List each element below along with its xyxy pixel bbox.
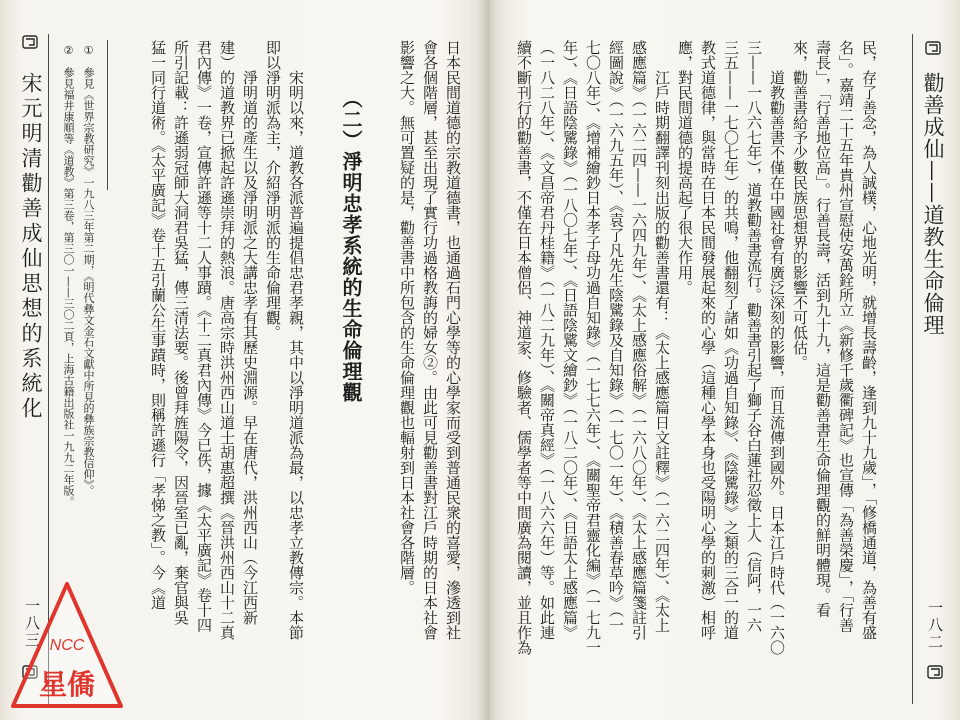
running-head: 勸善成仙——道教生命倫理 <box>921 72 945 336</box>
body-text-column: 名」。嘉靖二十五年貴州宣慰使安萬銓所立《新修千歲衢碑記》也宣傳「為善榮慶」，「行善 <box>837 40 855 633</box>
running-head: 宋元明清勸善成仙思想的系統化 <box>19 72 43 422</box>
gutter-shadow <box>470 0 506 720</box>
running-head-container <box>17 72 45 472</box>
page-ornament-icon <box>927 664 943 680</box>
header-rule <box>912 34 913 704</box>
body-text-column: 影響之大。無可置疑的是，勸善書中所包含的生命倫理觀也輻射到日本社會各階層。 <box>398 40 416 595</box>
body-text-column: 教式道德律，與當時在日本民間發展起來的心學（這種心學本身也受陽明心學的刺激）相呼 <box>699 40 717 640</box>
page-number: 一八二 <box>926 600 944 651</box>
body-text-column: 猛一同行道術。《太平廣記》卷十五引蘭公生事蹟時，則稱許遜行「孝悌之教」。今《道 <box>149 40 167 610</box>
section-heading: （二）淨明忠孝系統的生命倫理觀 <box>339 88 363 403</box>
footnote <box>58 44 78 604</box>
footnote-text: 參見《世界宗教研究》一九八三年第二期，《明代彝文金石文獻中所見的彝族宗教信仰》。 <box>82 67 95 496</box>
footnote-marker: ② <box>62 44 75 57</box>
right-page-body <box>512 40 880 712</box>
footnote-separator <box>107 40 108 190</box>
body-text-column: 道教勸善書不僅在中國社會有廣泛深刻的影響，而且流傳到國外。日本江戶時代（一六〇 <box>768 70 786 655</box>
page-number: 一八三 <box>23 598 41 649</box>
left-page-body <box>146 40 464 712</box>
stamp-cjk-text: 星僑 <box>38 668 96 701</box>
body-text-column: 續不斷刊行的勸善書，不僅在日本僧侶、神道家、修驗者、儒學者等中間廣為閱讀，並且作為 <box>515 40 533 655</box>
body-text-column: （一八二八年）、《文昌帝君丹桂籍》（一八二九年）、《關帝真經》（一八六六年）等。如此連 <box>538 40 556 640</box>
body-text-column: 年）、《日語陰騭錄》（一八〇七年）、《日語陰騭文繪鈔》（一八二〇年）、《日語太上感應篇》 <box>561 40 579 640</box>
footnote-text: 參見福井康順等《道教》第三卷，第三〇一——三〇二頁，上海古籍出版社一九九二年版。 <box>62 67 75 507</box>
body-text-column: 來，勸善書給予少數民族思想界的影響不可低估。 <box>791 40 809 370</box>
body-text-column: 七〇八年）、《增補繪鈔日本孝子母功過自知錄》（一七七六年）、《關聖帝君靈化編》（一七九一 <box>584 40 602 655</box>
body-text-column: 經圖說》（一六九五年）、《袁了凡先生陰騭錄及自知錄》（一七〇一年）、《積善春草吟》（一 <box>607 40 625 633</box>
body-text-column: 所引記載：許遜弱冠師大洞君吳猛，傳三清法要。後曾拜旌陽令，因晉室已亂，棄官與吳 <box>172 40 190 625</box>
body-text-column: 建）的道教界已掀起許遜崇拜的熱浪。唐高宗時洪州西山道士胡惠超撰《晉洪州西山十二真 <box>218 40 236 640</box>
footnotes <box>58 44 98 604</box>
body-text-column: 應，對民間道德的提高起了很大作用。 <box>676 40 694 295</box>
body-text-column: 江戶時期翻譯刊刻出版的勸善書還有：《太上感應篇日文註釋》（一六二四年）、《太上 <box>653 70 671 633</box>
body-text-column: 淨明道的產生以及淨明派之大講忠孝有其歷史淵源。早在唐代，洪州西山（今江西新 <box>241 70 259 625</box>
body-text-column: 感應篇》（一六二四——一六四九年）、《太上感應俗解》（一六八〇年）、《太上感應篇箋註引 <box>630 40 648 640</box>
page-number-container <box>925 600 945 660</box>
body-text-column: 即以淨明派為主，介紹淨明派的生命倫理觀。 <box>264 40 282 340</box>
body-text-column: 三五——一七〇七年）的共鳴，他翻刻了諸如《功過自知錄》、《陰騭錄》之類的三合一的道 <box>722 40 740 640</box>
body-text-column: 壽長」，「行善地位高」。行善長壽，活到九十九，這是勸善書生命倫理觀的鮮明體現。看 <box>814 40 832 618</box>
body-text-column: 三——一八六七年），道教勸善書流行。勸善書引起了獅子谷白蓮社忍徵上人（信阿，一六 <box>745 40 763 633</box>
body-text-column: 民，存了善念，為人誠樸，心地光明，就增長壽齡，逢到九十九歲」，「修橋通道，為善有盛 <box>860 40 878 640</box>
page-ornament-icon <box>925 40 941 56</box>
body-text-column: 宋明以來，道教各派普遍提倡忠君孝親，其中以淨明道派為最，以忠孝立教傳宗。本節 <box>287 70 305 640</box>
footnote-marker: ① <box>82 44 95 57</box>
page-ornament-icon <box>22 34 38 50</box>
stamp-latin-text: NCC <box>49 637 85 654</box>
body-text-column: 君內傳》一卷，宣傳許遜等十二人事蹟。《十二真君內傳》今已佚，據《太平廣記》卷十四 <box>195 40 213 633</box>
body-text-column: 日本民間道德的宗教道德書，也通過石門心學等的心學家而受到普通民衆的喜愛，滲透到社 <box>444 40 462 640</box>
footnote <box>78 44 98 604</box>
watermark-stamp <box>8 578 126 714</box>
body-text-column: 會各個階層，甚至出現了實行功過格教誨的婦女②。由此可見勸善書對江戶時期的日本社會 <box>421 40 439 640</box>
running-head-container <box>919 72 947 392</box>
